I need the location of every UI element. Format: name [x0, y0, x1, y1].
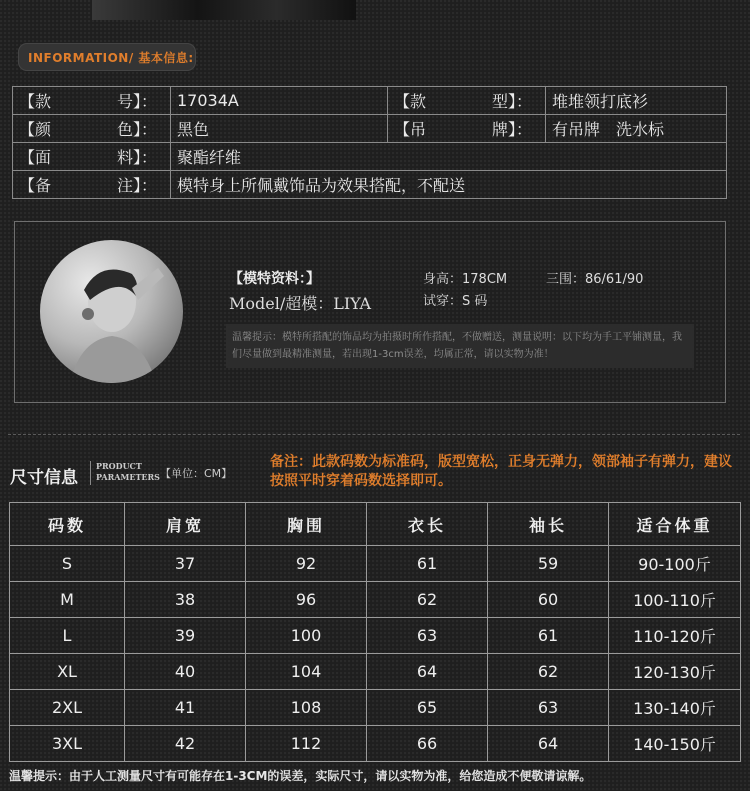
- label-part: 型】：: [492, 92, 533, 111]
- model-name: Model/超模：LIYA: [229, 294, 372, 313]
- label-part: 【颜: [19, 120, 52, 139]
- size-section-subtitle: [96, 461, 160, 483]
- table-cell: 62: [488, 654, 609, 690]
- size-table-header: [10, 503, 741, 546]
- table-cell: 61: [488, 618, 609, 654]
- table-cell: 2XL: [10, 690, 125, 726]
- table-cell: 40: [125, 654, 246, 690]
- info-header: [18, 43, 196, 71]
- table-cell: 110-120斤: [609, 618, 741, 654]
- info-label: [13, 87, 171, 115]
- table-cell: 63: [488, 690, 609, 726]
- info-row: [13, 115, 727, 143]
- model-tip: 温馨提示：模特所搭配的饰品均为拍摄时所作搭配，不做赠送，测量说明：以下均为手工平铺测量，我们尽量做到最精准测量，若出现1-3cm误差，均属正常，请以实物为准！: [226, 324, 694, 368]
- table-cell: 64: [367, 654, 488, 690]
- info-value: 堆堆领打底衫: [546, 87, 727, 115]
- table-cell: 63: [367, 618, 488, 654]
- table-cell: 112: [246, 726, 367, 762]
- table-row: [10, 618, 741, 654]
- table-cell: 100-110斤: [609, 582, 741, 618]
- table-cell: 38: [125, 582, 246, 618]
- label-part: 【备: [19, 176, 52, 195]
- table-row: [10, 726, 741, 762]
- table-cell: 65: [367, 690, 488, 726]
- info-value: 黑色: [171, 115, 388, 143]
- column-header: 码数: [10, 503, 125, 546]
- table-cell: 96: [246, 582, 367, 618]
- table-cell: 62: [367, 582, 488, 618]
- column-header: 适合体重: [609, 503, 741, 546]
- info-value: 有吊牌 洗水标: [546, 115, 727, 143]
- table-cell: 66: [367, 726, 488, 762]
- label-part: 牌】：: [492, 120, 533, 139]
- info-row: [13, 87, 727, 115]
- size-note: 备注：此款码数为标准码，版型宽松，正身无弹力，领部袖子有弹力，建议按照平时穿着码数选择即可。: [270, 454, 732, 489]
- model-height: 身高：178CM: [423, 272, 508, 287]
- info-row: [13, 143, 727, 171]
- label-part: 注】：: [117, 176, 158, 195]
- table-cell: 130-140斤: [609, 690, 741, 726]
- subtitle-line: PRODUCT: [96, 461, 142, 471]
- table-row: [10, 582, 741, 618]
- label-part: 【款: [19, 92, 52, 111]
- info-label: [388, 87, 546, 115]
- title-divider: [90, 461, 91, 485]
- label-part: 【面: [19, 148, 52, 167]
- model-measurements: 三围：86/61/90: [546, 272, 644, 287]
- info-value: 模特身上所佩戴饰品为效果搭配，不配送: [171, 171, 727, 199]
- table-cell: 92: [246, 546, 367, 582]
- table-cell: 104: [246, 654, 367, 690]
- label-part: 【款: [394, 92, 427, 111]
- table-cell: 59: [488, 546, 609, 582]
- table-cell: 60: [488, 582, 609, 618]
- size-section-title: 尺寸信息: [10, 468, 78, 488]
- info-header-text: INFORMATION/ 基本信息:: [28, 50, 194, 65]
- model-title: 【模特资料：】: [229, 271, 320, 287]
- info-label: [13, 171, 171, 199]
- label-part: 号】：: [117, 92, 158, 111]
- column-header: 肩宽: [125, 503, 246, 546]
- table-cell: 120-130斤: [609, 654, 741, 690]
- label-part: 料】：: [117, 148, 158, 167]
- column-header: 袖长: [488, 503, 609, 546]
- info-label: [13, 143, 171, 171]
- info-value: 聚酯纤维: [171, 143, 727, 171]
- table-cell: 61: [367, 546, 488, 582]
- table-cell: 37: [125, 546, 246, 582]
- basic-info-table: [12, 86, 727, 199]
- subtitle-line: PARAMETERS: [96, 472, 160, 482]
- info-label: [388, 115, 546, 143]
- section-divider: [8, 434, 740, 435]
- table-cell: 39: [125, 618, 246, 654]
- product-photo-strip: [92, 0, 356, 20]
- size-table: [9, 502, 741, 762]
- table-row: [10, 654, 741, 690]
- model-portrait-icon: [40, 240, 183, 383]
- table-cell: XL: [10, 654, 125, 690]
- column-header: 胸围: [246, 503, 367, 546]
- model-tried-size: 试穿：S 码: [423, 294, 488, 309]
- table-cell: 140-150斤: [609, 726, 741, 762]
- table-cell: 3XL: [10, 726, 125, 762]
- table-cell: 42: [125, 726, 246, 762]
- table-row: [10, 690, 741, 726]
- table-row: [10, 546, 741, 582]
- table-cell: M: [10, 582, 125, 618]
- column-header: 衣长: [367, 503, 488, 546]
- table-cell: 100: [246, 618, 367, 654]
- table-cell: 90-100斤: [609, 546, 741, 582]
- label-part: 【吊: [394, 120, 427, 139]
- info-row: [13, 171, 727, 199]
- model-photo: [40, 240, 183, 383]
- table-cell: 108: [246, 690, 367, 726]
- table-cell: S: [10, 546, 125, 582]
- footer-tip: 温馨提示：由于人工测量尺寸有可能存在1-3CM的误差，实际尺寸，请以实物为准，给您造成不便敬请谅解。: [9, 769, 592, 783]
- label-part: 色】：: [117, 120, 158, 139]
- table-cell: L: [10, 618, 125, 654]
- info-label: [13, 115, 171, 143]
- size-unit: 【单位：CM】: [160, 467, 233, 480]
- info-value: 17034A: [171, 87, 388, 115]
- table-cell: 64: [488, 726, 609, 762]
- table-cell: 41: [125, 690, 246, 726]
